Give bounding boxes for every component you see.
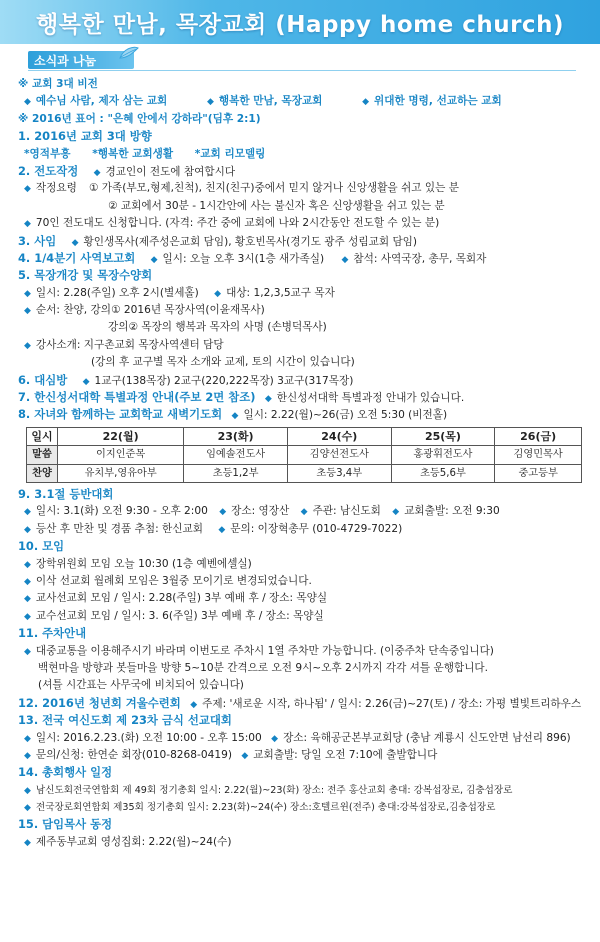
text: 장소: 육해공군본부교회당 (충남 계룡시 신도안면 남선리 896) xyxy=(283,731,571,744)
bullet-icon: ◆ xyxy=(24,559,31,570)
prayer-schedule-table xyxy=(26,427,582,483)
table-header-cell: 26(금) xyxy=(495,427,582,445)
text: 대중교통을 이용해주시기 바라며 이번도로 주차시 1열 주차만 가능합니다. (이중주차 단속중입니다) xyxy=(35,644,494,657)
vision-items xyxy=(18,93,588,110)
section-8 xyxy=(18,406,588,423)
bullet-icon: ◆ xyxy=(214,288,222,299)
table-row xyxy=(27,464,582,482)
text: 남신도회전국연합회 제 49회 정기총회 일시: 2.22(월)~23(화) 장소: 전주 홍산교회 총대: 강복섭장로, 김충섭장로 xyxy=(35,784,513,796)
page-title: 행복한 만남, 목장교회 (Happy home church) xyxy=(36,12,564,38)
bullet-icon: ◆ xyxy=(24,803,31,814)
bullet-icon: ◆ xyxy=(24,306,31,317)
bullet-icon: ◆ xyxy=(219,507,227,518)
list-item xyxy=(18,608,588,625)
bullet-icon: ◆ xyxy=(24,611,31,622)
section-2-note: 경교인이 전도에 참여합시다 xyxy=(105,165,236,178)
section-9-line1 xyxy=(18,503,588,520)
text: 주제: '새로운 시작, 하나됨' / 일시: 2.26(금)~27(토) / 장소: 가평 별빛트리하우스 xyxy=(202,697,582,710)
text: 제주동부교회 영성집회: 2.22(월)~24(수) xyxy=(35,835,232,848)
text: 순서: 찬양, 강의① 2016년 목장사역(이윤재목사) xyxy=(35,304,265,317)
bullet-icon: ◆ xyxy=(271,733,279,744)
bullet-icon: ◆ xyxy=(24,646,31,657)
bullet-icon: ◆ xyxy=(206,97,214,108)
vision-item: 예수님 사람, 제자 삼는 교회 xyxy=(35,95,168,108)
section-2-line2: ② 교회에서 30분 - 1시간안에 사는 불신자 혹은 신앙생활을 쉬고 있는 분 xyxy=(108,199,445,212)
bullet-icon: ◆ xyxy=(24,219,31,230)
table-cell: 임예솔전도사 xyxy=(184,446,288,464)
section-2-title: 2. 전도작정 xyxy=(18,163,79,178)
leaf-icon xyxy=(118,46,140,60)
table-cell: 홍광휘전도사 xyxy=(391,446,495,464)
section-1-items xyxy=(18,146,588,163)
section-2 xyxy=(18,163,588,180)
section-3 xyxy=(18,233,588,250)
direction-item: *행복한 교회생활 xyxy=(92,147,174,160)
section-12 xyxy=(18,695,588,712)
table-cell: 초등5,6부 xyxy=(391,464,495,482)
text: 교수선교회 모임 / 일시: 3. 6(주일) 3부 예배 후 / 장소: 목양실 xyxy=(35,609,324,622)
text: 강사소개: 지구촌교회 목장사역센터 담당 xyxy=(35,338,224,351)
section-5-intro2: (강의 후 교구별 목자 소개와 교제, 토의 시간이 있습니다) xyxy=(91,356,355,369)
list-item xyxy=(18,573,588,590)
text: 일시: 2.22(월)~26(금) 오전 5:30 (비전홀) xyxy=(243,409,448,422)
bullet-icon: ◆ xyxy=(24,97,31,108)
table-header-cell: 22(월) xyxy=(58,427,184,445)
table-cell: 초등1,2부 xyxy=(184,464,288,482)
section-5-title: 5. 목장개강 및 목장수양회 xyxy=(18,268,153,283)
bullet-icon: ◆ xyxy=(93,167,101,178)
label: 작정요령 xyxy=(35,182,77,195)
text: 문의: 이장혁총무 (010-4729-7022) xyxy=(230,522,403,535)
text: 황인생목사(제주성은교회 담임), 황호빈목사(경기도 광주 성림교회 담임) xyxy=(83,235,418,248)
table-cell: 김양선전도사 xyxy=(287,446,391,464)
section-5-intro xyxy=(18,337,588,354)
text: 전국장로회연합회 제35회 정기총회 일시: 2.23(화)~24(수) 장소:호텔르윈(전주) 총대:강복섭장로,김충섭장로 xyxy=(35,802,496,814)
bullet-icon: ◆ xyxy=(231,411,239,422)
table-cell: 이지인준목 xyxy=(58,446,184,464)
table-header-cell: 24(수) xyxy=(287,427,391,445)
section-13-title: 13. 전국 여신도회 제 23차 금식 선교대회 xyxy=(18,713,232,728)
section-5-order xyxy=(18,302,588,319)
bullet-icon: ◆ xyxy=(24,576,31,587)
text: 교사선교회 모임 / 일시: 2.28(주일) 3부 예배 후 / 장소: 목양실 xyxy=(35,592,328,605)
section-13-line2 xyxy=(18,747,588,764)
bullet-icon: ◆ xyxy=(218,524,226,535)
text: 대상: 1,2,3,5교구 목자 xyxy=(226,286,335,299)
section-5-order2: 강의② 목장의 행복과 목자의 사명 (손병덕목사) xyxy=(108,321,327,334)
motto: ※ 2016년 표어 : "은혜 안에서 강하라"(딤후 2:1) xyxy=(18,112,261,125)
direction-item: *영적부흥 xyxy=(24,147,71,160)
section-5-date xyxy=(18,285,588,302)
direction-item: *교회 리모델링 xyxy=(194,147,266,160)
section-7 xyxy=(18,389,588,406)
text: 한신성서대학 특별과정 안내가 있습니다. xyxy=(276,392,465,405)
text: 장학위원회 모임 오늘 10:30 (1층 예벤에셀실) xyxy=(35,557,252,570)
section-14-line1 xyxy=(18,782,588,799)
text: 교회출발: 오전 9:30 xyxy=(404,505,500,518)
section-15-line xyxy=(18,834,588,851)
bullet-icon: ◆ xyxy=(24,184,31,195)
section-6-title: 6. 대심방 xyxy=(18,372,68,387)
text: 70인 전도대도 신청합니다. (자격: 주간 중에 교회에 나와 2시간동안 전도할 수 있는 분) xyxy=(35,217,440,230)
section-6 xyxy=(18,372,588,389)
text: 일시: 2016.2.23.(화) 오전 10:00 - 오후 15:00 xyxy=(35,731,262,744)
section-11-line2: 백현마을 방향과 봇들마을 방향 5~10분 간격으로 오전 9시~오후 2시까지 각각 셔틀 운행합니다. xyxy=(38,661,489,674)
section-9-line2 xyxy=(18,521,588,538)
table-cell: 찬양 xyxy=(27,464,58,482)
table-row xyxy=(27,446,582,464)
text: 일시: 3.1(화) 오전 9:30 - 오후 2:00 xyxy=(35,505,208,518)
section-7-title: 7. 한신성서대학 특별과정 안내(주보 2면 참조) xyxy=(18,390,256,405)
section-11-line3: (셔틀 시간표는 사무국에 비치되어 있습니다) xyxy=(38,679,244,692)
bullet-icon: ◆ xyxy=(150,254,158,265)
section-10-title: 10. 모임 xyxy=(18,539,65,554)
list-item xyxy=(18,556,588,573)
section-8-title: 8. 자녀와 함께하는 교회학교 새벽기도회 xyxy=(18,407,223,422)
bullet-icon: ◆ xyxy=(300,507,308,518)
table-cell: 초등3,4부 xyxy=(287,464,391,482)
section-1-title: 1. 2016년 교회 3대 방향 xyxy=(18,129,152,144)
bullet-icon: ◆ xyxy=(24,837,31,848)
bullet-icon: ◆ xyxy=(24,288,31,299)
text: 참석: 사역국장, 총무, 목회자 xyxy=(353,252,487,265)
section-tab-label: 소식과 나눔 xyxy=(34,54,97,68)
text: 교회출발: 당일 오전 7:10에 출발합니다 xyxy=(253,748,438,761)
bullet-icon: ◆ xyxy=(241,750,249,761)
text: 등산 후 만찬 및 경품 추첨: 한신교회 xyxy=(35,522,203,535)
bullet-icon: ◆ xyxy=(24,785,31,796)
text: 장소: 영장산 xyxy=(231,505,290,518)
table-cell: 말씀 xyxy=(27,446,58,464)
section-11-line1 xyxy=(18,643,588,660)
section-15-title: 15. 담임목사 동정 xyxy=(18,817,113,832)
list-item xyxy=(18,590,588,607)
section-13-line1 xyxy=(18,730,588,747)
bullet-icon: ◆ xyxy=(24,594,31,605)
text: 일시: 2.28(주일) 오후 2시(별세홀) xyxy=(35,286,199,299)
bullet-icon: ◆ xyxy=(82,376,90,387)
bullet-icon: ◆ xyxy=(190,699,198,710)
section-14-title: 14. 총회행사 일정 xyxy=(18,765,113,780)
bullet-icon: ◆ xyxy=(24,750,31,761)
table-cell: 중고등부 xyxy=(495,464,582,482)
table-header-cell: 일시 xyxy=(27,427,58,445)
bullet-icon: ◆ xyxy=(24,733,31,744)
text: 1교구(138목장) 2교구(220,222목장) 3교구(317목장) xyxy=(94,374,354,387)
vision-item: 위대한 명령, 선교하는 교회 xyxy=(374,95,502,108)
section-11-title: 11. 주차안내 xyxy=(18,626,87,641)
section-9-title: 9. 3.1절 등반대회 xyxy=(18,487,114,502)
text: 주관: 남신도회 xyxy=(312,505,381,518)
bullet-icon: ◆ xyxy=(362,97,370,108)
section-4-title: 4. 1/4분기 사역보고회 xyxy=(18,250,136,265)
section-2-line1 xyxy=(18,180,588,197)
section-12-title: 12. 2016년 청년회 겨울수련회 xyxy=(18,695,181,710)
section-14-line2 xyxy=(18,799,588,816)
bullet-icon: ◆ xyxy=(24,524,31,535)
section-3-title: 3. 사임 xyxy=(18,233,57,248)
bullet-icon: ◆ xyxy=(264,394,272,405)
section-divider xyxy=(28,70,576,71)
section-2-line3 xyxy=(18,215,588,232)
text: ① 가족(부모,형제,친척), 친지(친구)중에서 믿지 않거나 신앙생활을 쉬고 있는 분 xyxy=(88,182,459,195)
bullet-icon: ◆ xyxy=(24,340,31,351)
table-header-cell: 23(화) xyxy=(184,427,288,445)
vision-title: ※ 교회 3대 비전 xyxy=(18,78,98,90)
table-cell: 김영민목사 xyxy=(495,446,582,464)
table-header-row xyxy=(27,427,582,445)
text: 일시: 오늘 오후 3시(1층 새가족실) xyxy=(162,252,325,265)
bulletin-content xyxy=(18,76,588,851)
text: 문의/신청: 한연순 회장(010-8268-0419) xyxy=(35,748,232,761)
table-cell: 유치부,영유아부 xyxy=(58,464,184,482)
bullet-icon: ◆ xyxy=(71,237,79,248)
vision-item: 행복한 만남, 목장교회 xyxy=(218,95,323,108)
header-banner xyxy=(0,0,600,44)
table-header-cell: 25(목) xyxy=(391,427,495,445)
bullet-icon: ◆ xyxy=(341,254,349,265)
bullet-icon: ◆ xyxy=(392,507,400,518)
section-4 xyxy=(18,250,588,267)
bullet-icon: ◆ xyxy=(24,507,31,518)
text: 이삭 선교회 월례회 모임은 3월중 모이기로 변경되었습니다. xyxy=(35,574,312,587)
